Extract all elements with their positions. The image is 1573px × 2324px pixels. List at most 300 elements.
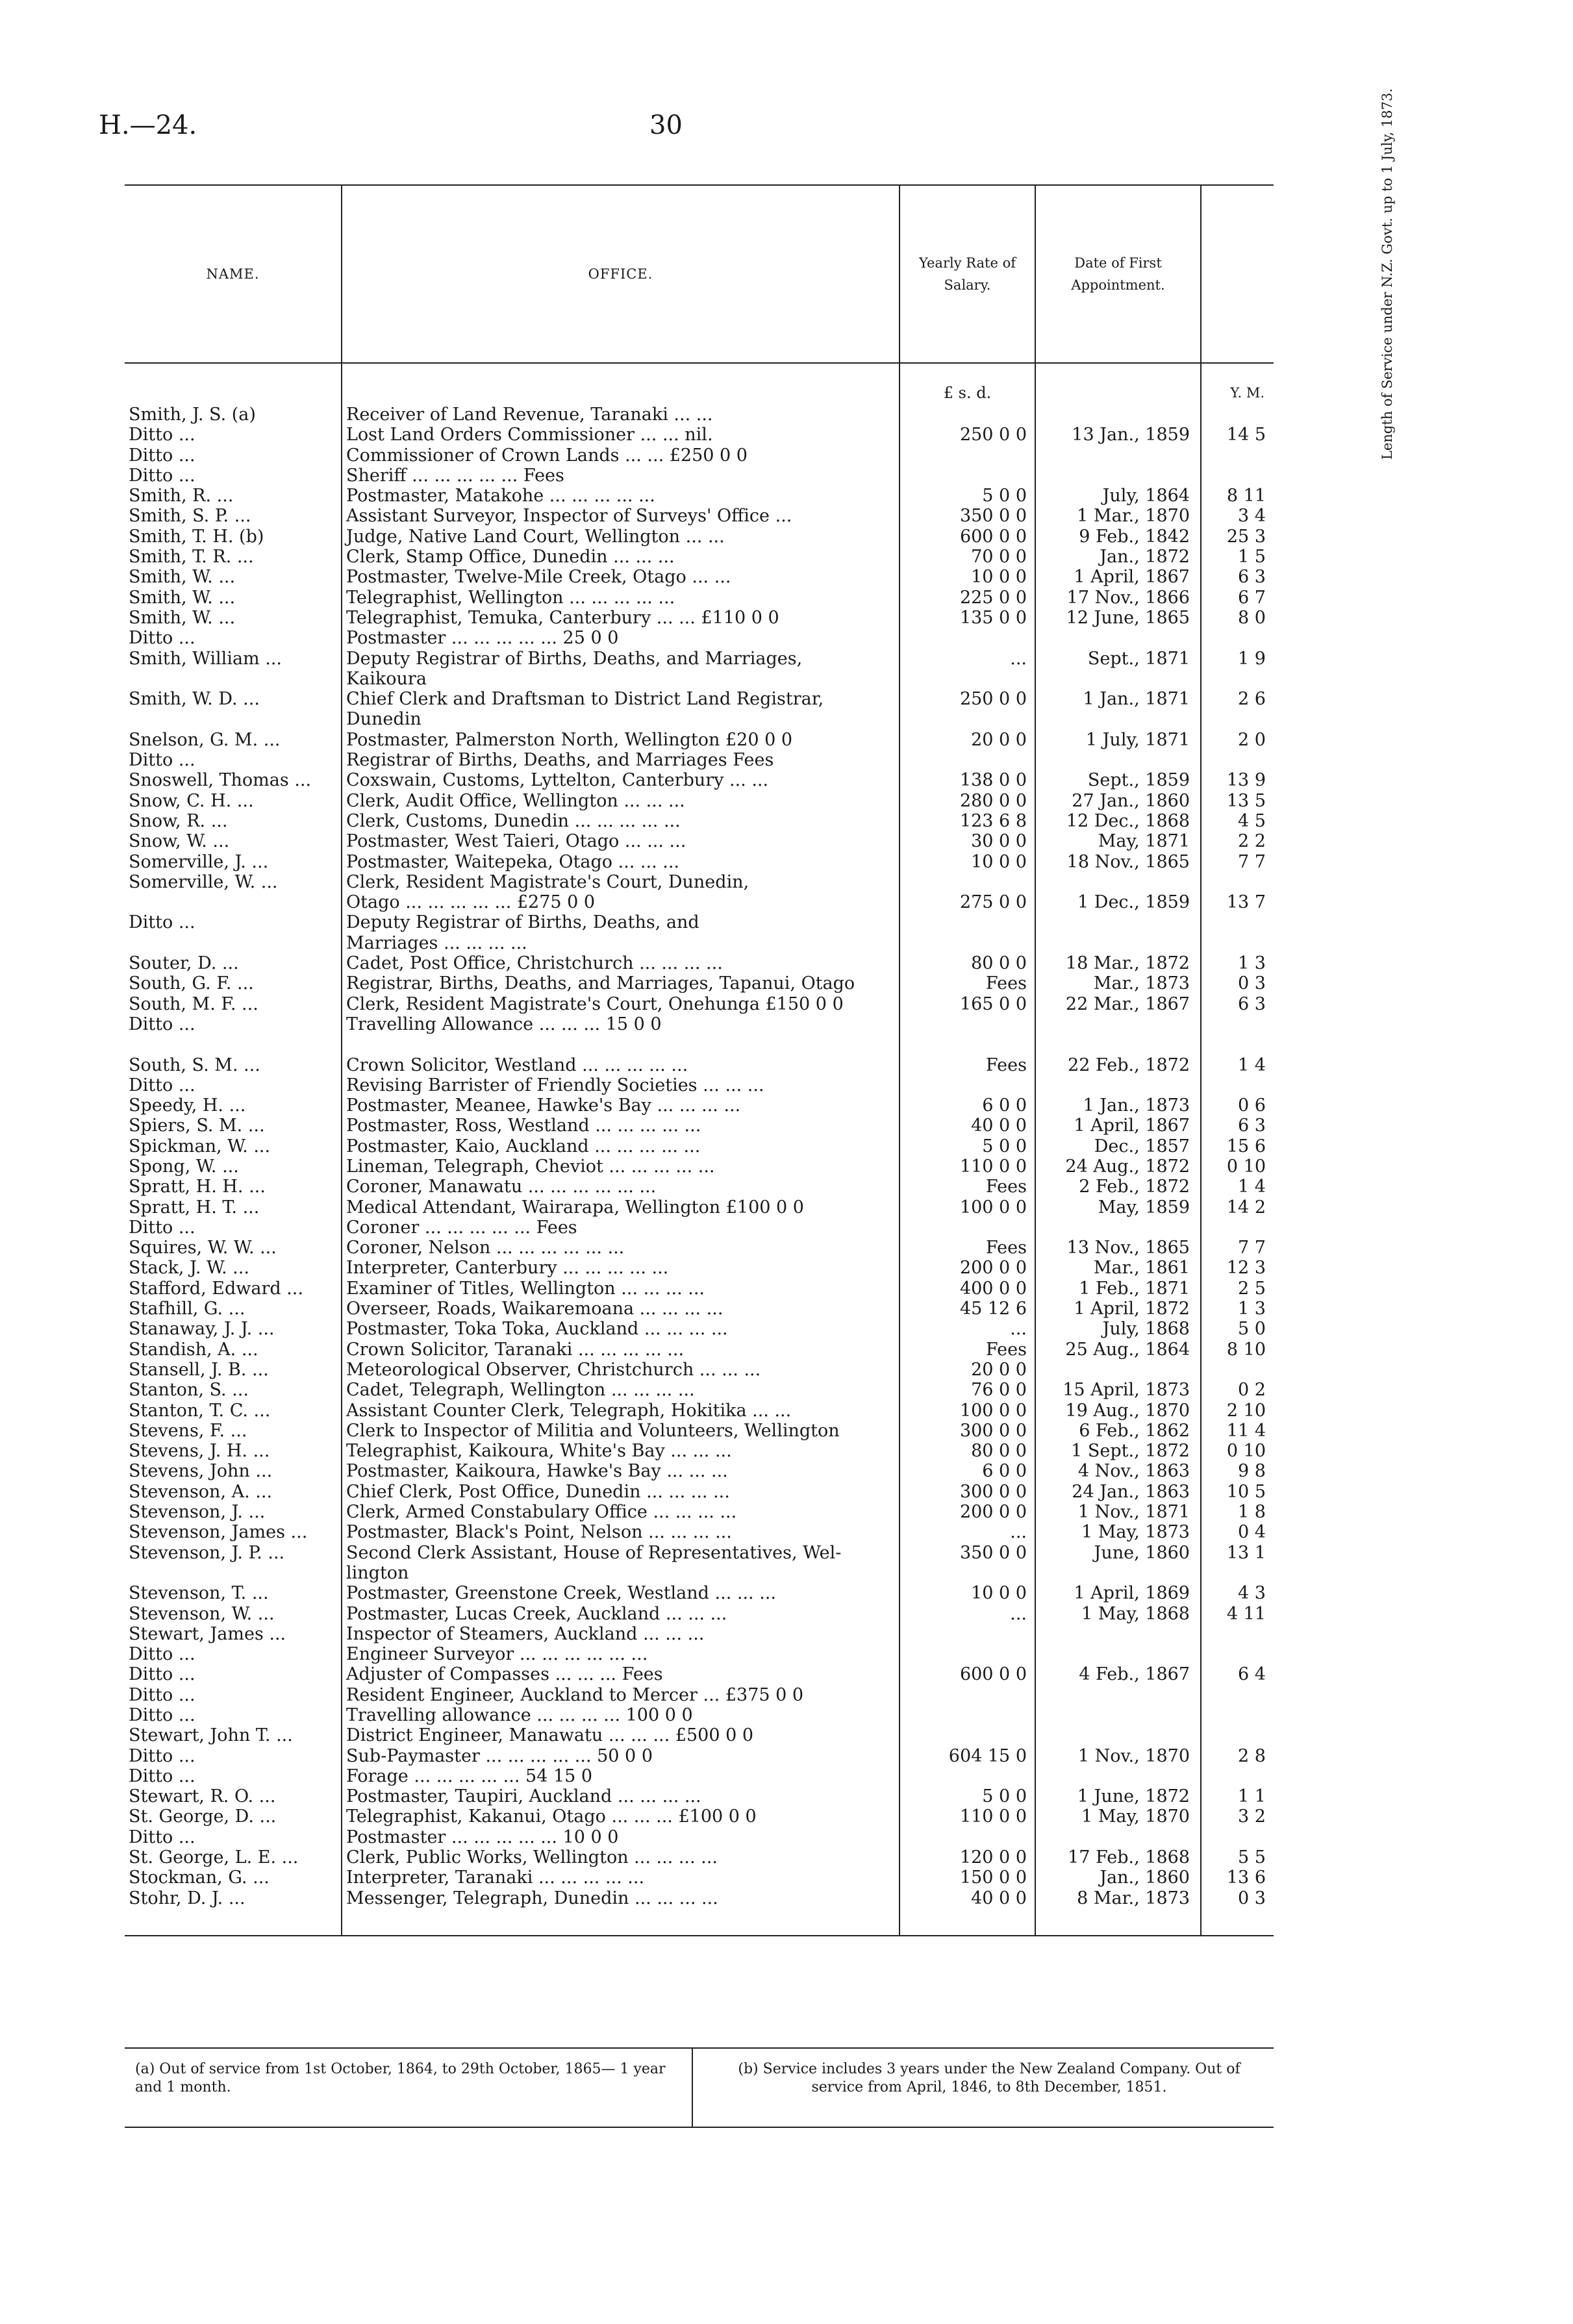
row-date: Mar., 1873	[1035, 974, 1201, 994]
row-salary: 110 0 0	[900, 1157, 1035, 1177]
row-name: Smith, W. D. ...	[129, 689, 260, 710]
row-date: 1 Jan., 1873	[1035, 1096, 1201, 1116]
page-number: 30	[649, 110, 683, 140]
row-salary: 300 0 0	[900, 1482, 1035, 1503]
row-salary: ...	[900, 649, 1035, 669]
row-date: May, 1859	[1035, 1198, 1201, 1218]
row-salary: 110 0 0	[900, 1807, 1035, 1827]
row-date	[1035, 1625, 1201, 1645]
row-length: 2 6	[1201, 690, 1274, 710]
table-row	[125, 1747, 1274, 1767]
row-office: District Engineer, Manawatu ... ... ... £500 0 0	[342, 1726, 900, 1746]
row-date	[1035, 405, 1201, 425]
row-salary: 45 12 6	[900, 1299, 1035, 1319]
row-length	[1201, 1645, 1274, 1665]
row-date	[1035, 629, 1201, 649]
row-salary: 40 0 0	[900, 1889, 1035, 1909]
row-office: Dunedin	[342, 710, 900, 730]
row-salary: 250 0 0	[900, 425, 1035, 445]
row-name: Snow, W. ...	[129, 831, 230, 852]
table-end-cell	[1201, 1909, 1274, 1936]
row-salary: 100 0 0	[900, 1198, 1035, 1218]
row-name: Souter, D. ...	[129, 953, 239, 974]
row-name: Stevenson, J. P. ...	[129, 1542, 285, 1563]
row-length: 0 3	[1201, 1889, 1274, 1909]
table-row	[125, 1523, 1274, 1543]
table-row	[125, 629, 1274, 649]
row-name: Stevens, John ...	[129, 1461, 273, 1482]
row-office: Commissioner of Crown Lands ... ... £250 0 0	[342, 446, 900, 466]
row-date	[1035, 1828, 1201, 1848]
row-length: 2 0	[1201, 731, 1274, 751]
table-row	[125, 486, 1274, 506]
row-date: 1 April, 1869	[1035, 1584, 1201, 1604]
row-name: Ditto ...	[129, 445, 195, 466]
row-office: Medical Attendant, Wairarapa, Wellington £100 0 0	[342, 1198, 900, 1218]
row-salary	[900, 873, 1035, 893]
table-row	[125, 1096, 1274, 1116]
row-salary	[900, 446, 1035, 466]
row-date: Sept., 1871	[1035, 649, 1201, 669]
table-row	[125, 954, 1274, 974]
row-date: 8 Mar., 1873	[1035, 1889, 1201, 1909]
row-name: Smith, R. ...	[129, 486, 234, 506]
row-office: Lost Land Orders Commissioner ... ... nil.	[342, 425, 900, 445]
row-salary: Fees	[900, 1238, 1035, 1258]
row-length: 4 5	[1201, 812, 1274, 832]
row-length: 1 5	[1201, 547, 1274, 568]
table-row	[125, 1360, 1274, 1381]
row-name: Stevens, J. H. ...	[129, 1441, 270, 1462]
row-salary: 275 0 0	[900, 893, 1035, 913]
row-office: Postmaster, Waitepeka, Otago ... ... ...	[342, 853, 900, 873]
table-row	[125, 1299, 1274, 1319]
row-name: Smith, William ...	[129, 648, 282, 669]
row-salary: 40 0 0	[900, 1116, 1035, 1136]
row-office: Registrar, Births, Deaths, and Marriages, Tapanui, Otago	[342, 974, 900, 994]
row-office: Travelling allowance ... ... ... ... 100 0 0	[342, 1706, 900, 1726]
row-salary	[900, 710, 1035, 730]
row-date: 24 Jan., 1863	[1035, 1482, 1201, 1503]
row-date	[1035, 1706, 1201, 1726]
table-row	[125, 873, 1274, 893]
table-end-cell	[342, 1909, 900, 1936]
row-length: 13 1	[1201, 1543, 1274, 1564]
row-date	[1035, 751, 1201, 771]
table-row	[125, 1482, 1274, 1503]
row-date: 6 Feb., 1862	[1035, 1421, 1201, 1442]
row-office: Receiver of Land Revenue, Taranaki ... ...	[342, 405, 900, 425]
row-date: May, 1871	[1035, 832, 1201, 852]
row-office: Clerk to Inspector of Militia and Volunteers, Wellington	[342, 1421, 900, 1442]
table-row	[125, 1625, 1274, 1645]
row-length	[1201, 1035, 1274, 1055]
row-date: Mar., 1861	[1035, 1258, 1201, 1279]
row-date: 12 June, 1865	[1035, 608, 1201, 629]
table-end-cell	[125, 1909, 342, 1936]
table-row	[125, 690, 1274, 710]
table-row	[125, 1238, 1274, 1258]
row-date	[1035, 1035, 1201, 1055]
row-office: Registrar of Births, Deaths, and Marriages Fees	[342, 751, 900, 771]
table-row	[125, 547, 1274, 568]
table-row	[125, 1706, 1274, 1726]
row-date	[1035, 1767, 1201, 1787]
row-office: Telegraphist, Kakanui, Otago ... ... ... £100 0 0	[342, 1807, 900, 1827]
row-date: 1 June, 1872	[1035, 1787, 1201, 1807]
row-salary	[900, 1767, 1035, 1787]
row-name: Spratt, H. H. ...	[129, 1177, 266, 1197]
row-salary: 350 0 0	[900, 506, 1035, 527]
table-row	[125, 1605, 1274, 1625]
row-name: Ditto ...	[129, 1745, 195, 1766]
row-office: Telegraphist, Temuka, Canterbury ... ... £110 0 0	[342, 608, 900, 629]
row-salary: Fees	[900, 974, 1035, 994]
row-salary	[900, 1726, 1035, 1746]
row-name: Stafhill, G. ...	[129, 1299, 245, 1319]
row-date: 2 Feb., 1872	[1035, 1177, 1201, 1197]
row-length: 3 2	[1201, 1807, 1274, 1827]
table-row	[125, 1686, 1274, 1706]
row-salary: 165 0 0	[900, 995, 1035, 1015]
row-date: 1 Sept., 1872	[1035, 1442, 1201, 1462]
row-length: 6 7	[1201, 588, 1274, 608]
row-date: 1 April, 1867	[1035, 568, 1201, 588]
row-office: Interpreter, Canterbury ... ... ... ... ...	[342, 1258, 900, 1279]
row-salary: 300 0 0	[900, 1421, 1035, 1442]
row-length: 6 3	[1201, 568, 1274, 588]
row-salary: 600 0 0	[900, 1665, 1035, 1685]
table-row	[125, 568, 1274, 588]
row-office: Chief Clerk and Draftsman to District Land Registrar,	[342, 690, 900, 710]
row-length: 0 10	[1201, 1157, 1274, 1177]
row-office: Messenger, Telegraph, Dunedin ... ... ... ...	[342, 1889, 900, 1909]
row-name: Somerville, J. ...	[129, 851, 269, 872]
row-salary: 5 0 0	[900, 486, 1035, 506]
table-end-cell	[1035, 1909, 1201, 1936]
row-office: Postmaster, Lucas Creek, Auckland ... ... ...	[342, 1605, 900, 1625]
row-salary: 350 0 0	[900, 1543, 1035, 1564]
row-salary	[900, 1218, 1035, 1238]
row-office: Coroner ... ... ... ... ... Fees	[342, 1218, 900, 1238]
row-date: 27 Jan., 1860	[1035, 792, 1201, 812]
units-cell-office	[342, 363, 900, 405]
row-office: Sub-Paymaster ... ... ... ... ... 50 0 0	[342, 1747, 900, 1767]
row-name: Spiers, S. M. ...	[129, 1116, 265, 1136]
table-row	[125, 710, 1274, 730]
row-length: 25 3	[1201, 527, 1274, 547]
row-name: Ditto ...	[129, 1217, 195, 1238]
row-length: 2 10	[1201, 1401, 1274, 1421]
table-row	[125, 1807, 1274, 1827]
row-length	[1201, 1686, 1274, 1706]
row-length: 6 3	[1201, 1116, 1274, 1136]
row-name: South, S. M. ...	[129, 1055, 260, 1075]
row-name: South, G. F. ...	[129, 973, 254, 994]
row-date: July, 1868	[1035, 1319, 1201, 1340]
table-end-cell	[900, 1909, 1035, 1936]
row-salary: 200 0 0	[900, 1258, 1035, 1279]
row-office: Second Clerk Assistant, House of Representatives, Wel-	[342, 1543, 900, 1564]
row-office: Revising Barrister of Friendly Societies ... ... ...	[342, 1076, 900, 1096]
row-office: Postmaster, Black's Point, Nelson ... ... ... ...	[342, 1523, 900, 1543]
row-salary: 123 6 8	[900, 812, 1035, 832]
row-length: 5 0	[1201, 1319, 1274, 1340]
row-date	[1035, 934, 1201, 954]
row-name: Stevens, F. ...	[129, 1420, 247, 1441]
table-row	[125, 853, 1274, 873]
row-date: 24 Aug., 1872	[1035, 1157, 1201, 1177]
row-salary	[900, 1564, 1035, 1584]
row-name: Stewart, John T. ...	[129, 1725, 293, 1746]
row-name: Stewart, R. O. ...	[129, 1786, 276, 1807]
row-office: Postmaster ... ... ... ... ... 10 0 0	[342, 1828, 900, 1848]
row-length	[1201, 405, 1274, 425]
row-salary	[900, 913, 1035, 933]
column-header-row	[125, 185, 1274, 363]
table-row	[125, 1279, 1274, 1299]
row-length: 6 4	[1201, 1665, 1274, 1685]
row-name: Ditto ...	[129, 628, 195, 649]
table-row	[125, 466, 1274, 486]
row-office: Postmaster, Palmerston North, Wellington £20 0 0	[342, 731, 900, 751]
row-name: Ditto ...	[129, 1014, 195, 1034]
row-salary: 120 0 0	[900, 1848, 1035, 1868]
row-name: Stanton, S. ...	[129, 1380, 249, 1401]
row-salary: 225 0 0	[900, 588, 1035, 608]
row-length: 11 4	[1201, 1421, 1274, 1442]
table-row	[125, 1889, 1274, 1909]
row-office: Deputy Registrar of Births, Deaths, and	[342, 913, 900, 933]
table-row	[125, 649, 1274, 669]
row-length: 13 5	[1201, 792, 1274, 812]
row-office: Coxswain, Customs, Lyttelton, Canterbury ... ...	[342, 771, 900, 791]
row-office: Lineman, Telegraph, Cheviot ... ... ... ... ...	[342, 1157, 900, 1177]
row-office: Engineer Surveyor ... ... ... ... ... ...	[342, 1645, 900, 1665]
row-length: 5 5	[1201, 1848, 1274, 1868]
row-date: 17 Feb., 1868	[1035, 1848, 1201, 1868]
row-office: Clerk, Stamp Office, Dunedin ... ... ...	[342, 547, 900, 568]
row-office: Telegraphist, Kaikoura, White's Bay ... ... ...	[342, 1442, 900, 1462]
row-name: Stanaway, J. J. ...	[129, 1319, 275, 1340]
row-name: Spickman, W. ...	[129, 1136, 271, 1156]
row-date: 1 Nov., 1871	[1035, 1503, 1201, 1523]
row-name: Stevenson, James ...	[129, 1522, 308, 1543]
row-length	[1201, 710, 1274, 730]
table-row	[125, 832, 1274, 852]
row-date: Jan., 1860	[1035, 1868, 1201, 1888]
table-row	[125, 913, 1274, 933]
row-salary	[900, 1645, 1035, 1665]
row-name: Stevenson, J. ...	[129, 1502, 266, 1523]
row-date: 18 Nov., 1865	[1035, 853, 1201, 873]
table-body	[125, 363, 1274, 1936]
row-date	[1035, 1564, 1201, 1584]
row-name: Snelson, G. M. ...	[129, 729, 281, 750]
row-length: 1 3	[1201, 1299, 1274, 1319]
row-office: Postmaster ... ... ... ... ... 25 0 0	[342, 629, 900, 649]
row-length	[1201, 446, 1274, 466]
row-name: Squires, W. W. ...	[129, 1238, 277, 1258]
row-date: 12 Dec., 1868	[1035, 812, 1201, 832]
table-row	[125, 1665, 1274, 1685]
row-office: Clerk, Customs, Dunedin ... ... ... ... ...	[342, 812, 900, 832]
row-office: Marriages ... ... ... ...	[342, 934, 900, 954]
row-name: Smith, T. R. ...	[129, 547, 254, 568]
units-cell-name	[125, 363, 342, 405]
row-office: Kaikoura	[342, 669, 900, 690]
column-header-office: OFFICE.	[342, 185, 900, 363]
row-name	[125, 1564, 342, 1584]
footnote-a: (a) Out of service from 1st October, 1864, to 29th October, 1865— 1 year and 1 month.	[135, 2061, 666, 2095]
row-salary: Fees	[900, 1177, 1035, 1197]
row-salary: 100 0 0	[900, 1401, 1035, 1421]
column-header-date: Date of First Appointment.	[1035, 185, 1201, 363]
row-date: 13 Nov., 1865	[1035, 1238, 1201, 1258]
row-length	[1201, 1015, 1274, 1035]
row-office: Postmaster, Kaikoura, Hawke's Bay ... ... ...	[342, 1462, 900, 1482]
row-salary	[900, 751, 1035, 771]
row-name: Stafford, Edward ...	[129, 1278, 303, 1299]
row-salary: 10 0 0	[900, 568, 1035, 588]
row-office: Postmaster, Twelve-Mile Creek, Otago ... ...	[342, 568, 900, 588]
row-name: Spong, W. ...	[129, 1156, 239, 1177]
row-salary: 20 0 0	[900, 1360, 1035, 1381]
row-office: Coroner, Nelson ... ... ... ... ... ...	[342, 1238, 900, 1258]
row-salary: 200 0 0	[900, 1503, 1035, 1523]
row-name: Smith, W. ...	[129, 567, 236, 588]
row-length: 14 2	[1201, 1198, 1274, 1218]
row-office: Travelling Allowance ... ... ... 15 0 0	[342, 1015, 900, 1035]
footnote-b: (b) Service includes 3 years under the New Zealand Company. Out of service from April, 1846, to 8th December, 1851.	[738, 2061, 1240, 2095]
table-row	[125, 1137, 1274, 1157]
row-date	[1035, 913, 1201, 933]
row-name	[125, 1035, 342, 1055]
row-date: 13 Jan., 1859	[1035, 425, 1201, 445]
row-office: lington	[342, 1564, 900, 1584]
row-length: 10 5	[1201, 1482, 1274, 1503]
row-length: 8 10	[1201, 1340, 1274, 1360]
row-length: 1 8	[1201, 1503, 1274, 1523]
row-length: 12 3	[1201, 1258, 1274, 1279]
row-name: Smith, W. ...	[129, 607, 236, 628]
row-name: Ditto ...	[129, 750, 195, 771]
row-office: Crown Solicitor, Taranaki ... ... ... ... ...	[342, 1340, 900, 1360]
row-date	[1035, 873, 1201, 893]
table-row	[125, 771, 1274, 791]
row-salary: 138 0 0	[900, 771, 1035, 791]
row-salary	[900, 1828, 1035, 1848]
table-row	[125, 1177, 1274, 1197]
row-length	[1201, 1767, 1274, 1787]
row-salary	[900, 1686, 1035, 1706]
table-row	[125, 1848, 1274, 1868]
row-length: 13 7	[1201, 893, 1274, 913]
row-salary	[900, 1625, 1035, 1645]
row-length	[1201, 1360, 1274, 1381]
row-salary: 280 0 0	[900, 792, 1035, 812]
row-office: Overseer, Roads, Waikaremoana ... ... ... ...	[342, 1299, 900, 1319]
table-row	[125, 1116, 1274, 1136]
row-date: 1 Nov., 1870	[1035, 1747, 1201, 1767]
row-date: Jan., 1872	[1035, 547, 1201, 568]
row-date	[1035, 1360, 1201, 1381]
row-length: 0 4	[1201, 1523, 1274, 1543]
row-office: Cadet, Post Office, Christchurch ... ... ... ...	[342, 954, 900, 974]
row-office: Chief Clerk, Post Office, Dunedin ... ... ... ...	[342, 1482, 900, 1503]
units-row	[125, 363, 1274, 405]
row-name: Snow, C. H. ...	[129, 790, 254, 811]
row-length: 9 8	[1201, 1462, 1274, 1482]
row-office: Coroner, Manawatu ... ... ... ... ... ...	[342, 1177, 900, 1197]
row-name: Somerville, W. ...	[129, 871, 278, 892]
row-name: Smith, J. S. (a)	[129, 405, 256, 425]
row-salary	[900, 629, 1035, 649]
row-office: Clerk, Resident Magistrate's Court, Dunedin,	[342, 873, 900, 893]
row-salary	[900, 934, 1035, 954]
row-name: Ditto ...	[129, 465, 195, 486]
row-length: 14 5	[1201, 425, 1274, 445]
row-name: Stevenson, A. ...	[129, 1481, 273, 1502]
table-row	[125, 1564, 1274, 1584]
table-row	[125, 1319, 1274, 1340]
row-length	[1201, 873, 1274, 893]
row-date	[1035, 1218, 1201, 1238]
row-office: Assistant Surveyor, Inspector of Surveys' Office ...	[342, 506, 900, 527]
row-length	[1201, 751, 1274, 771]
table-row	[125, 608, 1274, 629]
row-office: Interpreter, Taranaki ... ... ... ... ...	[342, 1868, 900, 1888]
row-office	[342, 1035, 900, 1055]
row-name: Smith, T. H. (b)	[129, 526, 264, 547]
row-length	[1201, 1625, 1274, 1645]
row-date: 15 April, 1873	[1035, 1381, 1201, 1401]
row-length: 2 2	[1201, 832, 1274, 852]
table-row	[125, 405, 1274, 425]
row-length: 0 3	[1201, 974, 1274, 994]
row-length: 0 2	[1201, 1381, 1274, 1401]
row-salary	[900, 466, 1035, 486]
table-row	[125, 1828, 1274, 1848]
row-length: 13 9	[1201, 771, 1274, 791]
row-salary	[900, 669, 1035, 690]
table-row	[125, 1258, 1274, 1279]
row-length: 1 4	[1201, 1056, 1274, 1076]
row-date: 1 July, 1871	[1035, 731, 1201, 751]
row-salary: 5 0 0	[900, 1137, 1035, 1157]
row-office: Meteorological Observer, Christchurch ... ... ...	[342, 1360, 900, 1381]
row-date: 4 Nov., 1863	[1035, 1462, 1201, 1482]
row-salary: 10 0 0	[900, 1584, 1035, 1604]
row-name: Ditto ...	[129, 1766, 195, 1786]
row-salary: 250 0 0	[900, 690, 1035, 710]
row-date: 18 Mar., 1872	[1035, 954, 1201, 974]
row-office: Assistant Counter Clerk, Telegraph, Hokitika ... ...	[342, 1401, 900, 1421]
row-salary: 20 0 0	[900, 731, 1035, 751]
row-salary: 6 0 0	[900, 1462, 1035, 1482]
row-office: Otago ... ... ... ... ... £275 0 0	[342, 893, 900, 913]
row-office: Deputy Registrar of Births, Deaths, and Marriages,	[342, 649, 900, 669]
row-date: 1 May, 1868	[1035, 1605, 1201, 1625]
row-office: Clerk, Audit Office, Wellington ... ... ...	[342, 792, 900, 812]
row-office: Postmaster, Meanee, Hawke's Bay ... ... ... ...	[342, 1096, 900, 1116]
table-row	[125, 1381, 1274, 1401]
row-date: 1 Jan., 1871	[1035, 690, 1201, 710]
row-office: Postmaster, Taupiri, Auckland ... ... ... ...	[342, 1787, 900, 1807]
row-salary	[900, 405, 1035, 425]
row-office: Crown Solicitor, Westland ... ... ... ... ...	[342, 1056, 900, 1076]
table-row	[125, 1645, 1274, 1665]
